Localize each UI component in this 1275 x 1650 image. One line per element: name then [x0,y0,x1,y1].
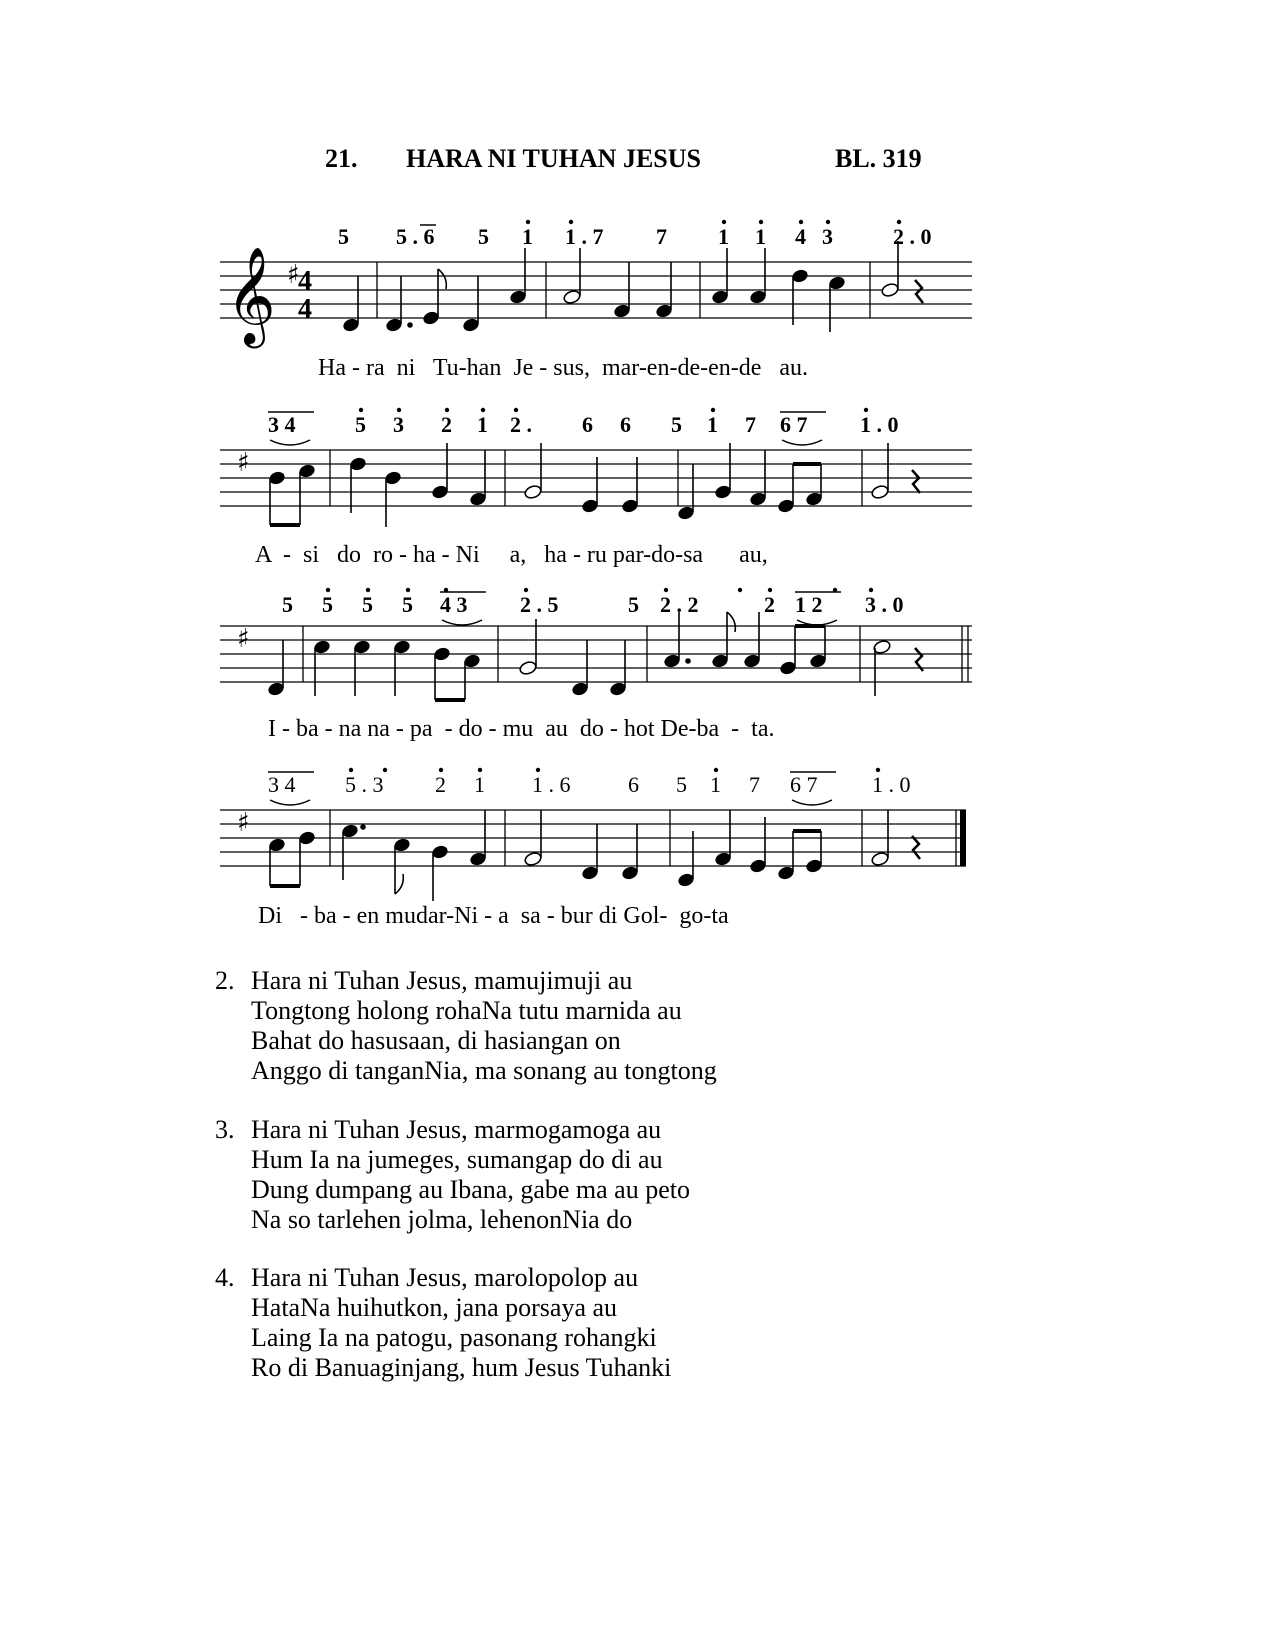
staff-2 [220,450,972,506]
verse-line: Anggo di tanganNia, ma sonang au tongtong [251,1056,717,1085]
solfa-cell: 5 [628,592,639,617]
solfa-cell: 1 [710,772,721,797]
verse-line: Bahat do hasusaan, di hasiangan on [251,1026,621,1055]
lyrics-line: A - si do ro - ha - Ni a, ha - ru par-do-sa au, [255,542,768,568]
solfa-cell: 6 7 [790,772,818,797]
solfa-cell: 1 [477,412,488,437]
solfa-cell: 1 . 6 [532,772,571,797]
solfa-cell: 1 2 [795,592,823,617]
hymn-title: HARA NI TUHAN JESUS [406,144,701,173]
solfa-cell: 3 [393,412,404,437]
system-2 [220,408,972,568]
verse-2 [215,966,717,1086]
sharp-icon: ♯ [287,260,300,290]
solfa-cell: 1 [707,412,718,437]
solfa-cell: 7 [749,772,760,797]
lyrics-line: I - ba - na na - pa - do - mu au do - hot De-ba - ta. [268,716,775,742]
solfa-cell: 2 . 2 [660,592,699,617]
solfa-cell: 7 [656,224,667,249]
solfa-cell: 5 [478,224,489,249]
solfa-cell: 2 . [510,412,532,437]
verse-line: Laing Ia na patogu, pasonang rohangki [251,1323,657,1352]
verse-line: Tongtong holong rohaNa tutu marnida au [251,996,682,1025]
solfa-cell: 5 [355,412,366,437]
solfa-cell: 1 . 0 [872,772,911,797]
solfa-row-3 [282,588,904,625]
solfa-cell: 7 [745,412,756,437]
time-signature [298,266,312,325]
svg-text:4: 4 [298,294,312,325]
solfa-cell: 5 [362,592,373,617]
solfa-cell: 2 [441,412,452,437]
lyrics-line: Di - ba - en mudar-Ni - a sa - bur di Gol- go-ta [258,903,729,929]
final-barline [960,810,966,866]
lyrics-line: Ha - ra ni Tu-han Je - sus, mar-en-de-en-de au. [318,355,809,381]
verse-3 [215,1115,690,1235]
verse-line: Hara ni Tuhan Jesus, mamujimuji au [251,966,633,995]
verse-line: Ro di Banuaginjang, hum Jesus Tuhanki [251,1353,672,1382]
solfa-cell: 5 [676,772,687,797]
solfa-cell: 3 4 [268,412,296,437]
solfa-cell: 5 [282,592,293,617]
system-1 [220,220,972,381]
solfa-row-4 [268,768,911,805]
solfa-cell: 5 . 6 [396,224,435,249]
solfa-cell: 1 [718,224,729,249]
solfa-row-1 [338,220,932,249]
solfa-cell: 1 [474,772,485,797]
system-4 [220,768,966,929]
solfa-cell: 1 [522,224,533,249]
sharp-icon: ♯ [237,448,250,478]
solfa-cell: 2 [764,592,775,617]
solfa-cell: 1 . 0 [860,412,899,437]
solfa-cell: 5 [322,592,333,617]
verse-4 [215,1263,671,1383]
solfa-cell: 5 [338,224,349,249]
solfa-cell: 5 . 3 [345,772,384,797]
solfa-cell: 6 [628,772,639,797]
solfa-cell: 4 3 [440,592,468,617]
verse-number: 3. [215,1115,235,1144]
treble-clef-icon: 𝄞 [226,246,276,344]
solfa-cell: 5 [671,412,682,437]
verse-line: Dung dumpang au Ibana, gabe ma au peto [251,1175,690,1204]
staff-1 [220,262,972,318]
solfa-cell: 3 [822,224,833,249]
hymn-number: 21. [325,144,358,173]
solfa-cell: 6 [582,412,593,437]
staff-4 [220,810,966,866]
solfa-cell: 2 . 0 [893,224,932,249]
sharp-icon: ♯ [237,808,250,838]
solfa-cell: 2 [435,772,446,797]
verse-line: HataNa huihutkon, jana porsaya au [251,1293,618,1322]
solfa-cell: 6 7 [780,412,808,437]
notes-3 [268,612,923,700]
notes-2 [269,443,920,527]
solfa-cell: 1 [755,224,766,249]
svg-text:4: 4 [298,266,312,297]
verse-line: Hum Ia na jumeges, sumangap do di au [251,1145,663,1174]
system-3 [220,588,972,742]
solfa-cell: 3 4 [268,772,296,797]
verse-number: 4. [215,1263,235,1292]
hymn-reference: BL. 319 [835,144,922,173]
staff-3 [220,626,972,682]
sharp-icon: ♯ [237,624,250,654]
solfa-cell: 1 . 7 [565,224,604,249]
solfa-cell: 5 [402,592,413,617]
verse-line: Hara ni Tuhan Jesus, marmogamoga au [251,1115,662,1144]
verse-line: Hara ni Tuhan Jesus, marolopolop au [251,1263,639,1292]
verse-line: Na so tarlehen jolma, lehenonNia do [251,1205,633,1234]
solfa-cell: 3 . 0 [865,592,904,617]
solfa-cell: 2 . 5 [520,592,559,617]
solfa-row-2 [268,408,899,445]
verse-number: 2. [215,966,235,995]
solfa-cell: 4 [795,224,806,249]
solfa-cell: 6 [620,412,631,437]
